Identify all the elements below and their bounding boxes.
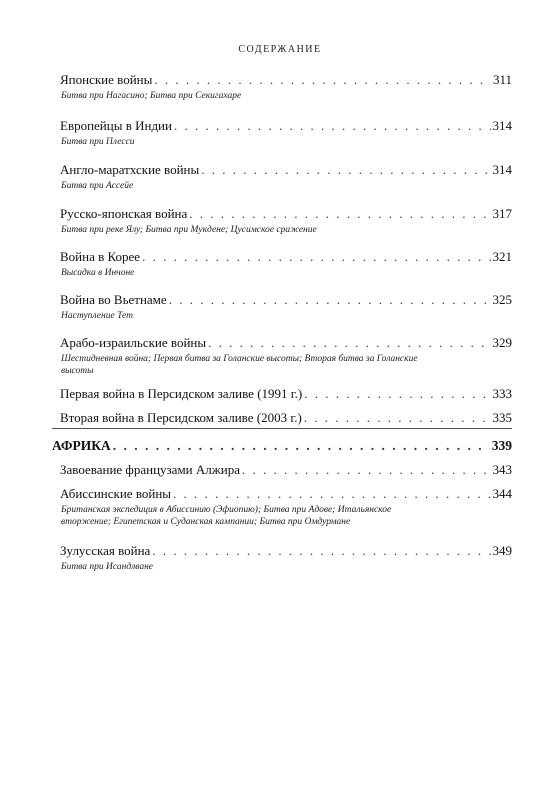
toc-page-number: 321 xyxy=(492,249,512,264)
dot-leader xyxy=(173,486,490,502)
toc-entry-subtitle: Битва при Исандлване xyxy=(61,562,154,572)
toc-entry-title: Вторая война в Персидском заливе (2003 г.) xyxy=(60,410,302,425)
toc-page-number: 329 xyxy=(492,335,512,350)
toc-entry-first-gulf-war xyxy=(60,386,512,402)
toc-entry-title: Война во Вьетнаме xyxy=(60,292,167,307)
dot-leader xyxy=(152,543,490,559)
dot-leader xyxy=(304,410,491,426)
toc-entry-subtitle: Наступление Тет xyxy=(61,311,133,321)
toc-entry-japanese-wars xyxy=(60,72,512,102)
toc-entry-title: Первая война в Персидском заливе (1991 г.) xyxy=(60,386,303,401)
toc-page-number: 339 xyxy=(491,438,512,453)
dot-leader xyxy=(169,292,491,308)
toc-entry-title: Арабо-израильские войны xyxy=(60,335,207,350)
dot-leader xyxy=(208,335,490,351)
dot-leader xyxy=(201,162,490,178)
toc-page-number: 314 xyxy=(492,118,512,133)
toc-page-number: 311 xyxy=(492,72,512,87)
dot-leader xyxy=(304,386,490,402)
toc-entry-subtitle: Британская экспедиция в Абиссинию (Эфиопию); Битва при Адове; Итальянское вторжение; Египетская и Суданская кампании; Битва при Омдурмане xyxy=(61,505,392,527)
toc-chapter-title: АФРИКА xyxy=(52,438,111,453)
toc-page-number: 335 xyxy=(492,410,512,425)
toc-entry-subtitle: Битва при Нагасино; Битва при Секигахаре xyxy=(61,91,242,101)
dot-leader xyxy=(189,206,490,222)
toc-page-number: 317 xyxy=(492,206,512,221)
toc-page-number: 325 xyxy=(492,292,512,307)
toc-entry-subtitle: Высадка в Инчоне xyxy=(61,268,135,278)
toc-page-number: 333 xyxy=(492,386,512,401)
toc-entry-vietnam-war xyxy=(60,292,512,322)
toc-entry-russo-japanese-war xyxy=(60,206,512,236)
toc-entry-europeans-in-india xyxy=(60,118,512,148)
toc-entry-anglo-maratha-wars xyxy=(60,162,512,192)
toc-entry-abyssinian-wars xyxy=(60,486,512,528)
toc-entry-title: Японские войны xyxy=(60,72,153,87)
toc-entry-subtitle: Битва при реке Ялу; Битва при Мукдене; Цусимское сражение xyxy=(61,225,317,235)
toc-entry-title: Война в Корее xyxy=(60,249,141,264)
toc-entry-subtitle: Битва при Плесси xyxy=(61,137,135,147)
toc-entry-french-conquest-algeria xyxy=(60,462,512,478)
toc-page-number: 349 xyxy=(492,543,512,558)
toc-page-number: 343 xyxy=(492,462,512,477)
toc-entry-title: Зулусская война xyxy=(60,543,151,558)
dot-leader xyxy=(174,118,491,134)
toc-chapter-africa xyxy=(52,438,512,454)
toc-entry-title: Завоевание французами Алжира xyxy=(60,462,240,477)
dot-leader xyxy=(242,462,491,478)
dot-leader xyxy=(113,438,490,454)
section-divider xyxy=(52,428,512,429)
toc-entry-subtitle: Битва при Ассейе xyxy=(61,181,134,191)
toc-entry-title: Русско-японская война xyxy=(60,206,188,221)
toc-entry-title: Абиссинские войны xyxy=(60,486,172,501)
running-head: СОДЕРЖАНИЕ xyxy=(238,44,322,55)
toc-entry-title: Европейцы в Индии xyxy=(60,118,172,133)
toc-entry-zulu-war xyxy=(60,543,512,573)
toc-page-number: 314 xyxy=(492,162,512,177)
toc-entry-second-gulf-war xyxy=(60,410,512,426)
dot-leader xyxy=(154,72,491,88)
toc-entry-title: Англо-маратхские войны xyxy=(60,162,200,177)
toc-page-number: 344 xyxy=(492,486,512,501)
dot-leader xyxy=(142,249,490,265)
toc-entry-korean-war xyxy=(60,249,512,279)
toc-entry-subtitle: Шестидневная война; Первая битва за Голанские высоты; Вторая битва за Голанские высоты xyxy=(61,354,418,376)
toc-entry-arab-israeli-wars xyxy=(60,335,512,377)
